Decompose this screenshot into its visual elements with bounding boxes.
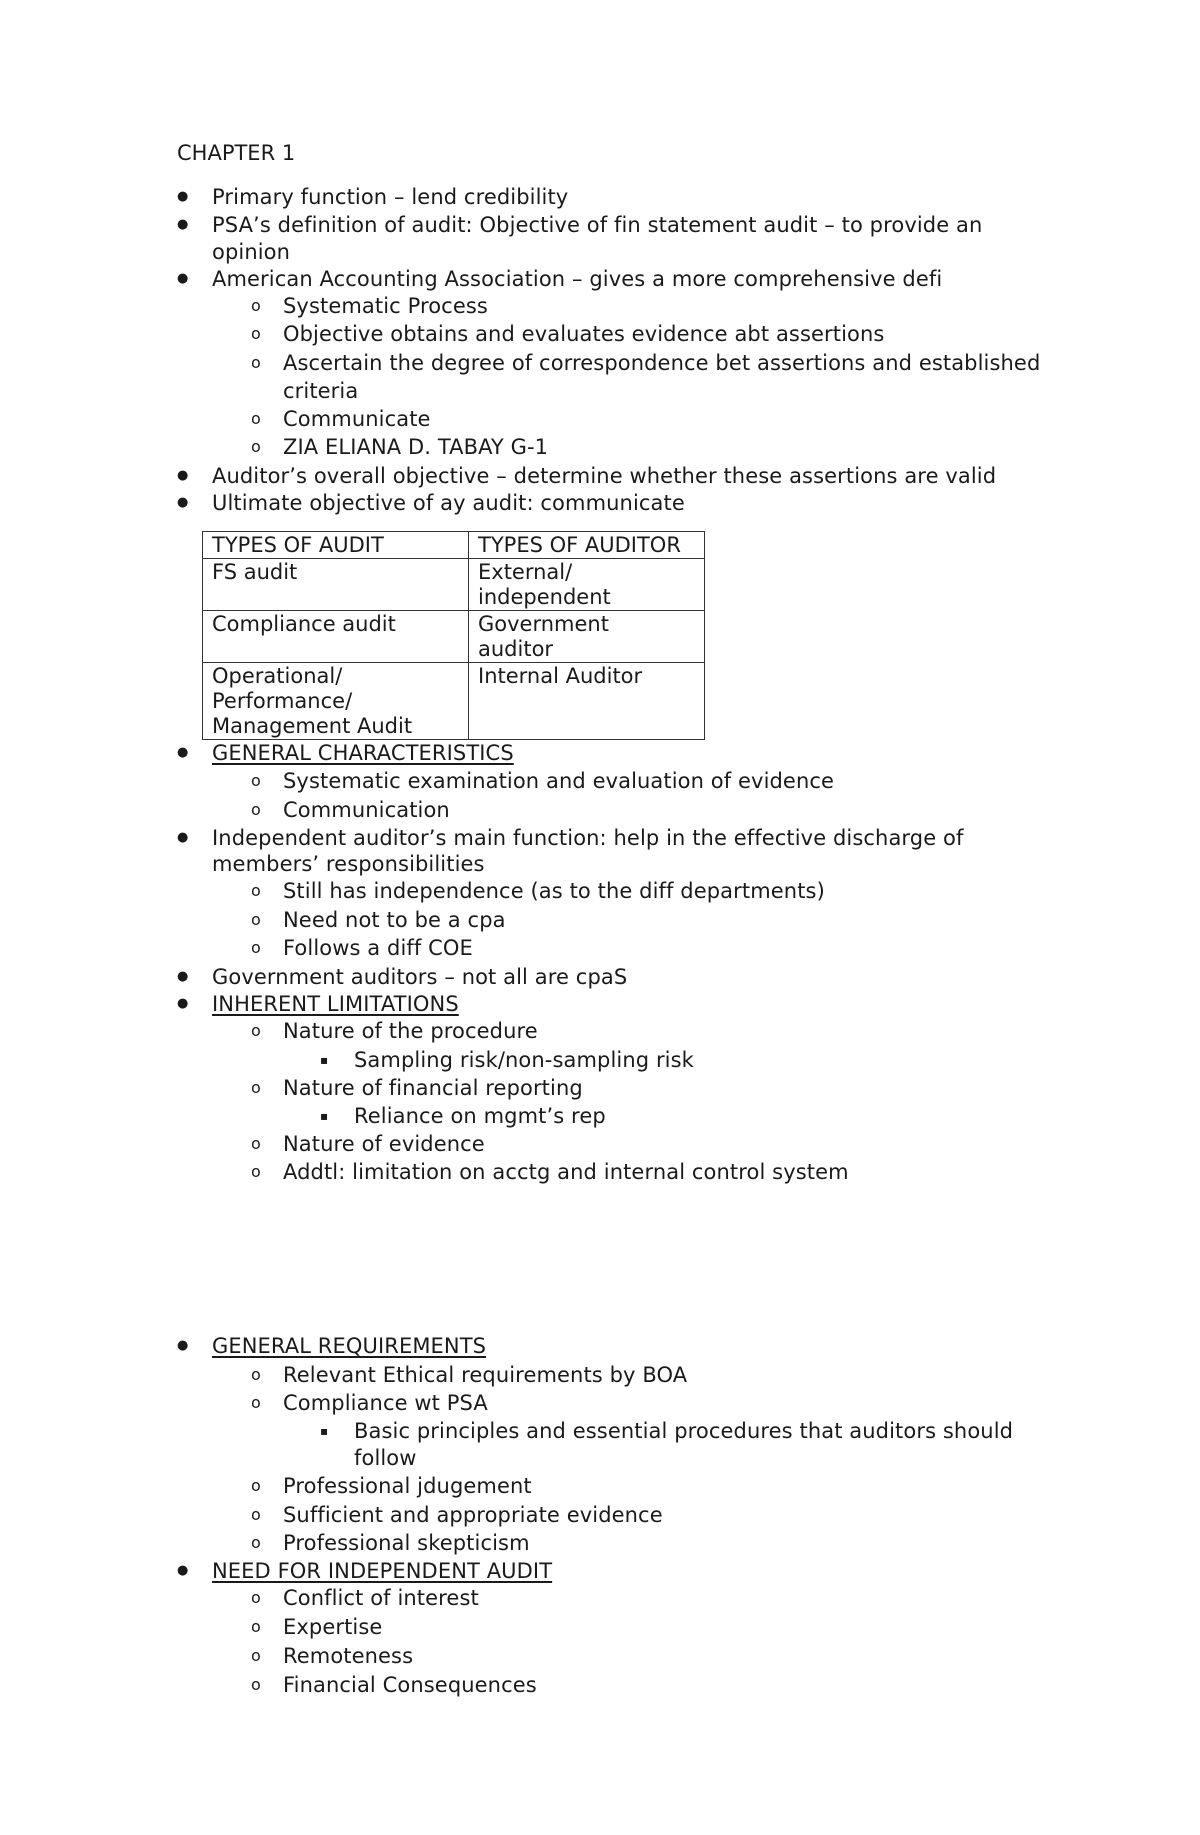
circle-bullet-icon: o [251,1588,261,1607]
section-title-general-characteristics: GENERAL CHARACTERISTICS [212,741,514,765]
table-cell [203,559,469,611]
sub-item: Follows a diff COE [283,936,473,960]
sub-item: Professional skepticism [283,1531,530,1555]
cell-text: independent [478,585,611,609]
sub-item: Relevant Ethical requirements by BOA [283,1363,688,1387]
circle-bullet-icon: o [251,1476,261,1495]
bullet-icon: ● [177,830,189,845]
sub-item: Systematic examination and evaluation of evidence [283,769,835,793]
sub-item: Remoteness [283,1644,414,1668]
table-cell [203,663,469,740]
sub-item-continuation: criteria [283,379,359,403]
table-cell [469,663,705,740]
sub-item: Expertise [283,1615,383,1639]
circle-bullet-icon: o [251,938,261,957]
bullet-icon: ● [177,189,189,204]
circle-bullet-icon: o [251,881,261,900]
table-row [203,611,705,663]
sub-sub-item: Reliance on mgmt’s rep [354,1104,606,1128]
sub-sub-item-continuation: follow [354,1446,417,1470]
sub-item: Ascertain the degree of correspondence bet assertions and established [283,351,1041,375]
sub-item: ZIA ELIANA D. TABAY G-1 [283,435,549,459]
table-cell [469,611,705,663]
table-header-cell: TYPES OF AUDITOR [469,532,705,559]
cell-text: Performance/ [212,689,353,713]
sub-sub-item: Sampling risk/non-sampling risk [354,1048,694,1072]
sub-item: Financial Consequences [283,1673,537,1697]
bullet-icon: ● [177,1563,189,1578]
sub-item: Nature of the procedure [283,1019,538,1043]
square-bullet-icon: ▪ [320,1053,329,1067]
cell-text: FS audit [212,560,298,584]
sub-item: Communication [283,798,450,822]
table-header-cell: TYPES OF AUDIT [203,532,469,559]
square-bullet-icon: ▪ [320,1109,329,1123]
sub-sub-item: Basic principles and essential procedures that auditors should [354,1419,1014,1443]
list-item-continuation: members’ responsibilities [212,852,485,876]
sub-item: Communicate [283,407,431,431]
cell-text: auditor [478,637,554,661]
sub-item: Professional jdugement [283,1474,532,1498]
sub-item: Nature of financial reporting [283,1076,583,1100]
table-row [203,663,705,740]
bullet-icon: ● [177,495,189,510]
circle-bullet-icon: o [251,324,261,343]
list-item: American Accounting Association – gives a more comprehensive defi [212,267,943,291]
circle-bullet-icon: o [251,800,261,819]
bullet-icon: ● [177,969,189,984]
circle-bullet-icon: o [251,1646,261,1665]
cell-text: External/ [478,560,573,584]
list-item: Auditor’s overall objective – determine whether these assertions are valid [212,464,997,488]
list-item: Independent auditor’s main function: help in the effective discharge of [212,826,964,850]
circle-bullet-icon: o [251,1078,261,1097]
list-item-continuation: opinion [212,240,291,264]
section-title-need-for-independent-audit: NEED FOR INDEPENDENT AUDIT [212,1559,553,1583]
table-row [203,559,705,611]
circle-bullet-icon: o [251,409,261,428]
sub-item: Objective obtains and evaluates evidence abt assertions [283,322,885,346]
sub-item: Compliance wt PSA [283,1391,488,1415]
section-title-general-requirements: GENERAL REQUIREMENTS [212,1334,487,1358]
table-cell [469,559,705,611]
circle-bullet-icon: o [251,771,261,790]
list-item: Primary function – lend credibility [212,185,569,209]
cell-text: Government [478,612,609,636]
bullet-icon: ● [177,1338,189,1353]
circle-bullet-icon: o [251,1134,261,1153]
sub-item: Need not to be a cpa [283,908,506,932]
sub-item: Nature of evidence [283,1132,485,1156]
list-item: Ultimate objective of ay audit: communicate [212,491,685,515]
sub-item: Conflict of interest [283,1586,479,1610]
circle-bullet-icon: o [251,437,261,456]
sub-item: Addtl: limitation on acctg and internal control system [283,1160,849,1184]
circle-bullet-icon: o [251,1365,261,1384]
chapter-title: CHAPTER 1 [177,141,296,165]
circle-bullet-icon: o [251,296,261,315]
bullet-icon: ● [177,468,189,483]
table-cell [203,611,469,663]
circle-bullet-icon: o [251,1393,261,1412]
bullet-icon: ● [177,996,189,1011]
cell-text: Compliance audit [212,612,396,636]
sub-item: Still has independence (as to the diff departments) [283,879,825,903]
sub-item: Systematic Process [283,294,488,318]
bullet-icon: ● [177,745,189,760]
circle-bullet-icon: o [251,1533,261,1552]
cell-text: Management Audit [212,714,413,738]
audit-types-table [202,531,705,740]
bullet-icon: ● [177,217,189,232]
cell-text: Internal Auditor [478,664,643,688]
circle-bullet-icon: o [251,1675,261,1694]
list-item: Government auditors – not all are cpaS [212,965,628,989]
circle-bullet-icon: o [251,1021,261,1040]
section-title-inherent-limitations: INHERENT LIMITATIONS [212,992,459,1016]
cell-text: Operational/ [212,664,343,688]
bullet-icon: ● [177,271,189,286]
circle-bullet-icon: o [251,1617,261,1636]
square-bullet-icon: ▪ [320,1424,329,1438]
list-item: PSA’s definition of audit: Objective of fin statement audit – to provide an [212,213,983,237]
table-header-row [203,532,705,559]
sub-item: Sufficient and appropriate evidence [283,1503,663,1527]
circle-bullet-icon: o [251,1505,261,1524]
circle-bullet-icon: o [251,353,261,372]
circle-bullet-icon: o [251,1162,261,1181]
circle-bullet-icon: o [251,910,261,929]
